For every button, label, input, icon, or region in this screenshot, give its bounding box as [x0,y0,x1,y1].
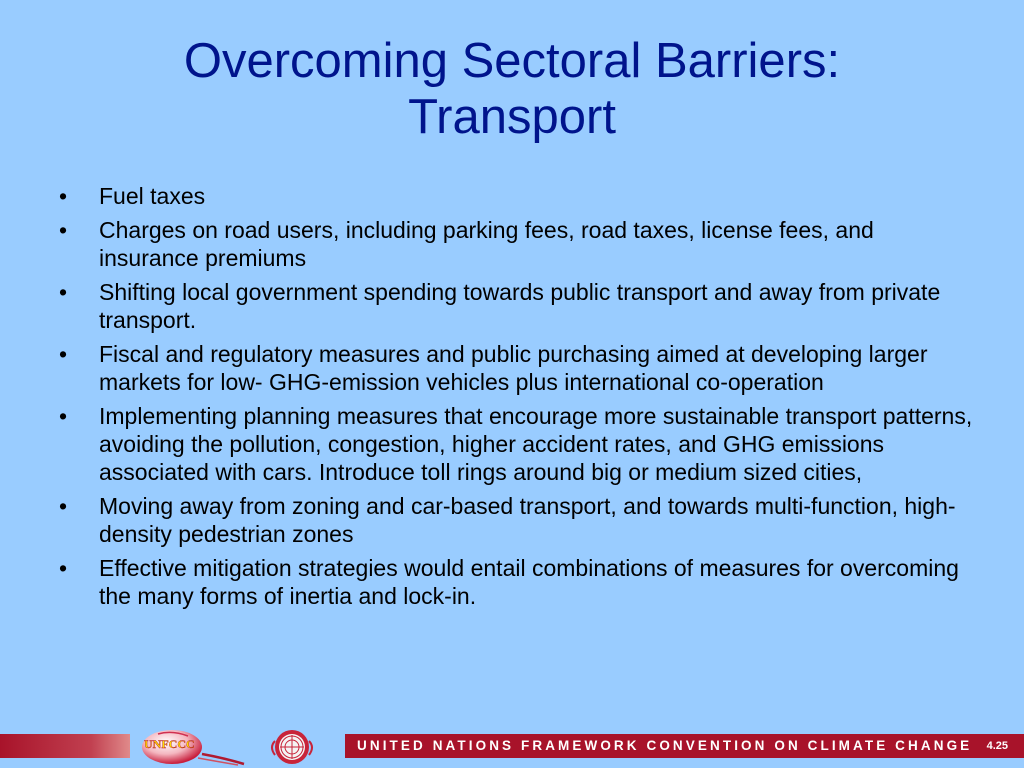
bullet-text: Moving away from zoning and car-based transport, and towards multi-function, high-density pedestrian zones [99,493,956,547]
bullet-text: Fuel taxes [99,183,206,209]
bullet-text: Effective mitigation strategies would entail combinations of measures for overcoming the many forms of inertia and lock-in. [99,555,959,609]
unfccc-logo-icon [138,728,248,766]
bullet-text: Charges on road users, including parking fees, road taxes, license fees, and insurance premiums [99,217,874,271]
bullet-icon: • [59,403,68,429]
title-line-2: Transport [408,90,616,144]
bullet-icon: • [59,341,68,367]
list-item [57,182,977,210]
bullet-icon: • [59,493,68,519]
list-item [57,340,977,396]
list-item [57,278,977,334]
bullet-text: Implementing planning measures that encourage more sustainable transport patterns, avoiding the pollution, congestion, higher accident rates, and GHG emissions associated with cars. Introduce toll rings around big or medium sized cities, [99,403,973,485]
bullet-icon: • [59,279,68,305]
slide-number: 4.25 [986,740,1008,752]
slide-title [0,33,1024,145]
footer-banner-text: UNITED NATIONS FRAMEWORK CONVENTION ON CLIMATE CHANGE [357,738,973,753]
bullet-icon: • [59,555,68,581]
bullet-icon: • [59,183,68,209]
bullet-list [57,182,977,616]
bullet-text: Fiscal and regulatory measures and public purchasing aimed at developing larger markets for low- GHG-emission vehicles plus international co-operation [99,341,928,395]
list-item [57,554,977,610]
list-item [57,216,977,272]
list-item [57,492,977,548]
list-item [57,402,977,486]
un-emblem-icon [262,727,322,767]
title-line-1: Overcoming Sectoral Barriers: [183,34,841,88]
bullet-icon: • [59,217,68,243]
footer-left-fade [0,734,130,758]
bullet-text: Shifting local government spending towards public transport and away from private transport. [99,279,941,333]
footer-bar [0,726,1024,768]
unfccc-logo-text: UNFCCC [144,737,195,751]
